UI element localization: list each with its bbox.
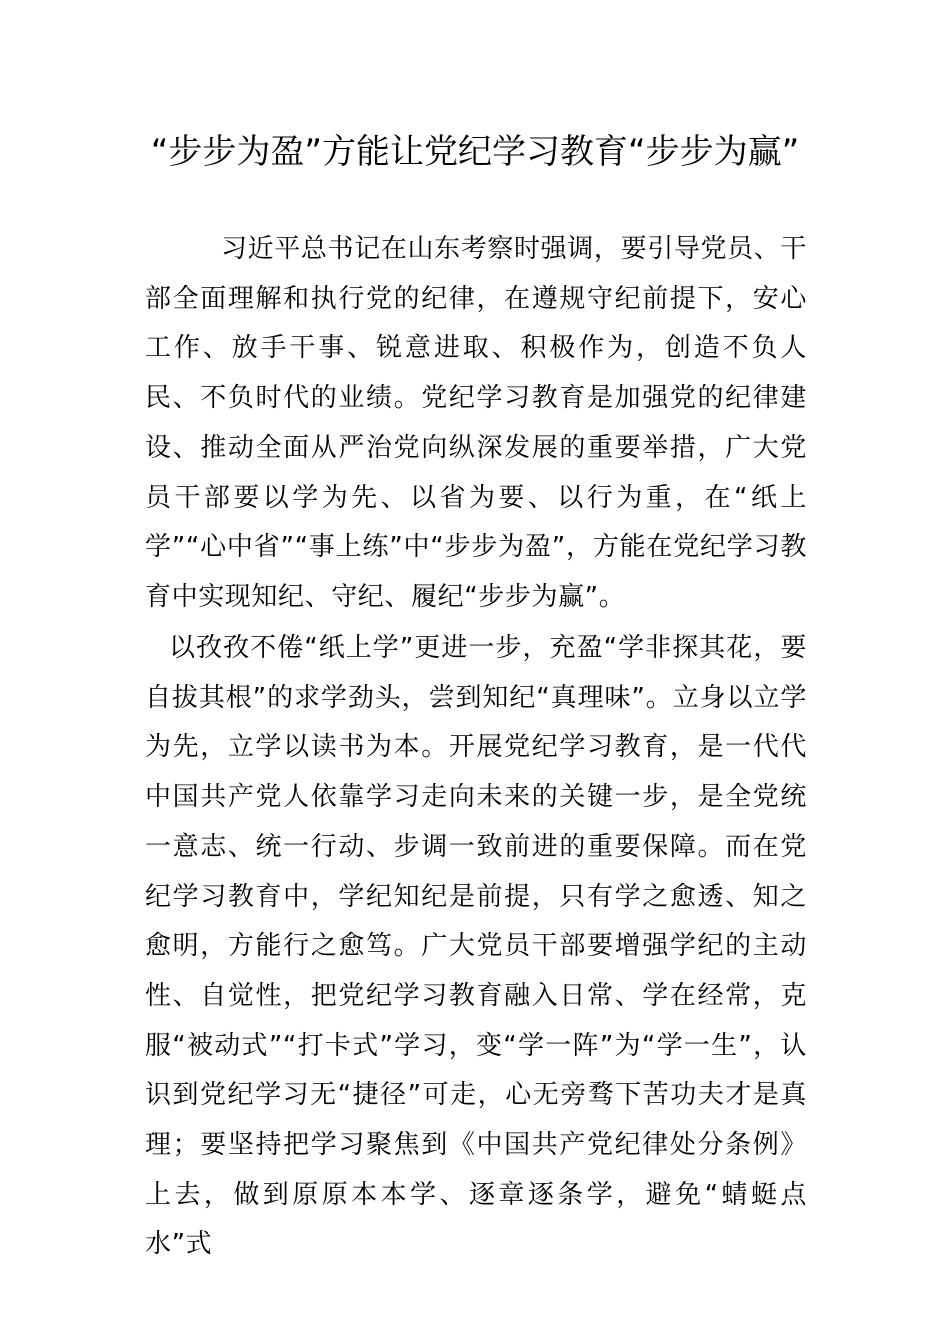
paragraph-2: 以孜孜不倦“纸上学”更进一步，充盈“学非探其花，要自拔其根”的求学劲头，尝到知纪“真理味”。立身以立学为先，立学以读书为本。开展党纪学习教育，是一代代中国共产党人依靠学习走向未来的关键一步，是全党统一意志、统一行动、步调一致前进的重要保障。而在党纪学习教育中，学纪知纪是前提，只有学之愈透、知之愈明，方能行之愈笃。广大党员干部要增强学纪的主动性、自觉性，把党纪学习教育融入日常、学在经常，克服“被动式”“打卡式”学习，变“学一阵”为“学一生”，认识到党纪学习无“捷径”可走，心无旁骛下苦功夫才是真理；要坚持把学习聚焦到《中国共产党纪律处分条例》上去，做到原原本本学、逐章逐条学，避免“蜻蜓点水”式 — [145, 633, 807, 1260]
paragraph-1: 习近平总书记在山东考察时强调，要引导党员、干部全面理解和执行党的纪律，在遵规守纪前提下，安心工作、放手干事、锐意进取、积极作为，创造不负人民、不负时代的业绩。党纪学习教育是加强党的纪律建设、推动全面从严治党向纵深发展的重要举措，广大党员干部要以学为先、以省为要、以行为重，在“纸上学”“心中省”“事上练”中“步步为盈”，方能在党纪学习教育中实现知纪、守纪、履纪“步步为赢”。 — [145, 234, 807, 612]
document-title: “步步为盈”方能让党纪学习教育“步步为赢” — [150, 132, 800, 172]
